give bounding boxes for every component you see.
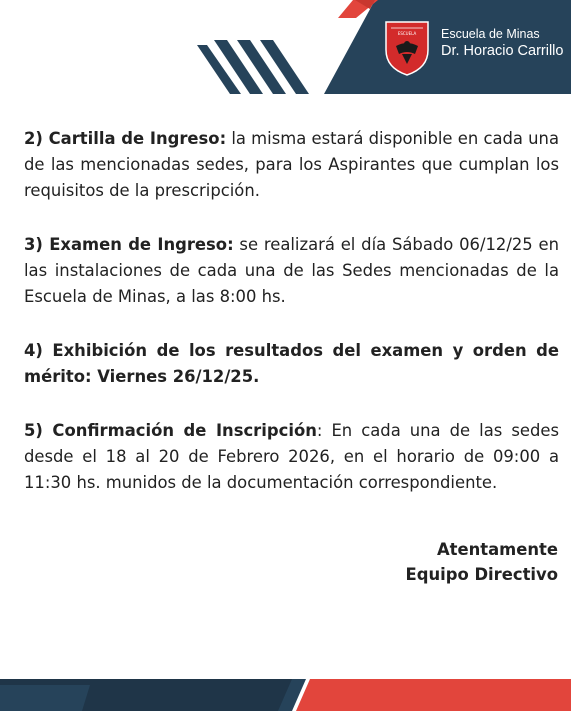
paragraph-text: se realizará el día Sábado 06/12/25 en las instalaciones de cada una de las Sedes mencionadas de la Escuela de Minas, a las 8:00 hs. (24, 235, 559, 306)
school-name-line2: Dr. Horacio Carrillo (441, 43, 564, 60)
school-name (441, 27, 563, 60)
footer-banner (0, 679, 571, 711)
paragraph-confirmacion (24, 418, 559, 496)
closing-signature (406, 537, 558, 587)
paragraph-lead: 2) Cartilla de Ingreso: (24, 129, 227, 148)
paragraph-text: : En cada una de las sedes desde el 18 al 20 de Febrero 2026, en el horario de 09:00 a 11:30 hs. munidos de la documentación correspondiente. (24, 421, 559, 492)
school-name-line1: Escuela de Minas (441, 27, 540, 41)
closing-line2: Equipo Directivo (405, 565, 558, 584)
paragraph-examen (24, 232, 559, 310)
paragraph-text: la misma estará disponible en cada una de las mencionadas sedes, para los Aspirantes que cumplan los requisitos de la prescripción. (24, 129, 559, 200)
announcement-body (24, 126, 559, 524)
school-crest-logo (382, 20, 432, 76)
closing-line1: Atentamente (436, 540, 558, 559)
paragraph-lead: 5) Confirmación de Inscripción (24, 421, 317, 440)
paragraph-lead: 4) Exhibición de los resultados del examen y orden de mérito: Viernes 26/12/25. (24, 341, 559, 386)
paragraph-lead: 3) Examen de Ingreso: (24, 235, 234, 254)
paragraph-cartilla (24, 126, 559, 204)
paragraph-exhibicion (24, 338, 559, 390)
svg-text:ESCUELA: ESCUELA (397, 31, 417, 36)
